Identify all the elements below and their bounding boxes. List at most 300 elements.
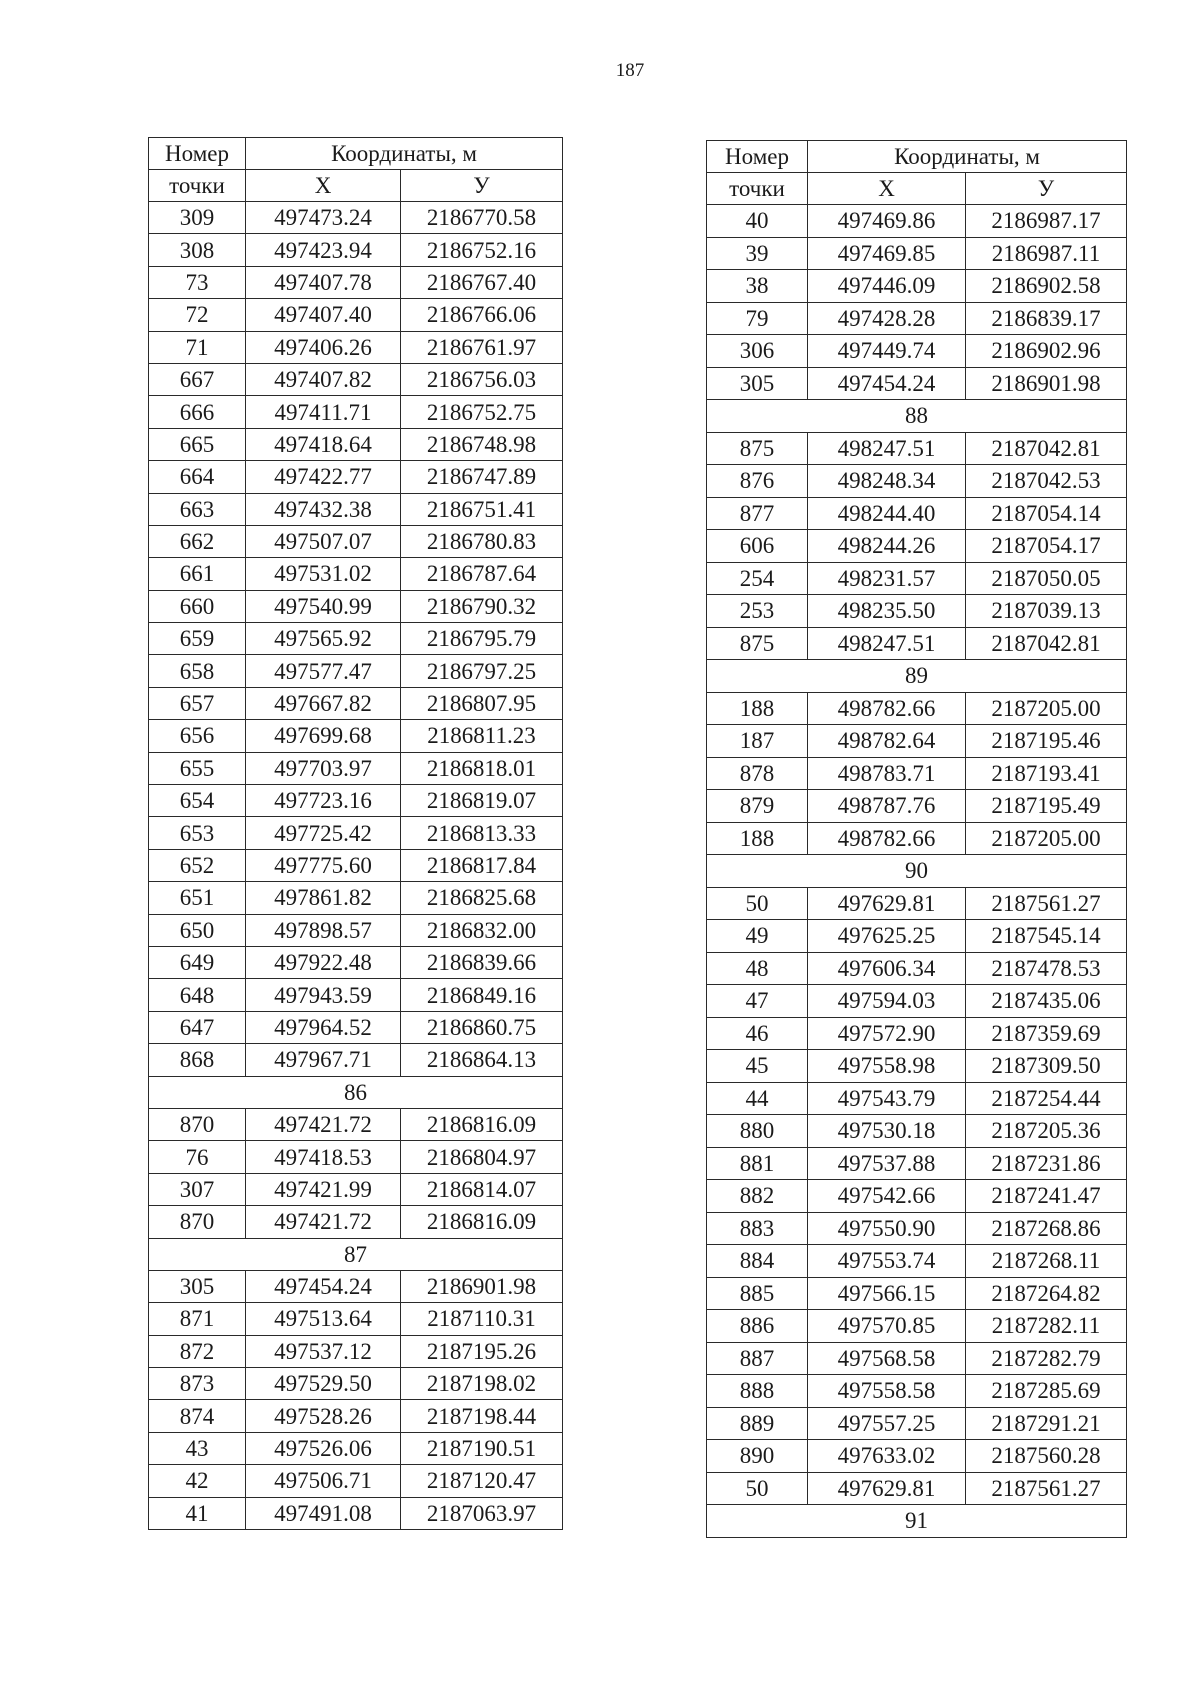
x-coordinate-cell: 497407.82 [246,363,401,395]
x-coordinate-cell: 497898.57 [246,914,401,946]
y-coordinate-cell: 2186839.17 [966,302,1127,335]
y-coordinate-cell: 2186818.01 [401,752,563,784]
x-coordinate-cell: 497428.28 [808,302,966,335]
x-coordinate-cell: 497469.86 [808,205,966,238]
point-number-cell: 48 [707,952,808,985]
y-coordinate-cell: 2186770.58 [401,202,563,234]
y-coordinate-cell: 2187205.00 [966,692,1127,725]
y-coordinate-cell: 2187268.86 [966,1212,1127,1245]
x-coordinate-cell: 497407.78 [246,266,401,298]
y-coordinate-cell: 2187285.69 [966,1375,1127,1408]
x-coordinate-cell: 497550.90 [808,1212,966,1245]
y-coordinate-cell: 2187042.53 [966,465,1127,498]
point-number-cell: 43 [149,1432,246,1464]
x-coordinate-cell: 497421.72 [246,1108,401,1140]
x-coordinate-cell: 497454.24 [246,1270,401,1302]
y-coordinate-cell: 2186813.33 [401,817,563,849]
y-coordinate-cell: 2186804.97 [401,1141,563,1173]
y-coordinate-cell: 2187042.81 [966,432,1127,465]
point-number-cell: 50 [707,1472,808,1505]
y-coordinate-cell: 2186807.95 [401,687,563,719]
point-number-cell: 888 [707,1375,808,1408]
y-coordinate-cell: 2186795.79 [401,623,563,655]
x-coordinate-cell: 497667.82 [246,687,401,719]
point-number-cell: 875 [707,432,808,465]
table-row [149,525,563,557]
table-row [149,849,563,881]
y-coordinate-cell: 2186766.06 [401,299,563,331]
point-number-cell: 868 [149,1044,246,1076]
point-number-cell: 40 [707,205,808,238]
table-row [149,493,563,525]
y-coordinate-cell: 2186756.03 [401,363,563,395]
y-coordinate-cell: 2186987.17 [966,205,1127,238]
x-coordinate-cell: 498235.50 [808,595,966,628]
point-number-cell: 309 [149,202,246,234]
point-number-cell: 666 [149,396,246,428]
table-row [149,331,563,363]
y-coordinate-cell: 2186839.66 [401,946,563,978]
y-coordinate-cell: 2186816.09 [401,1108,563,1140]
table-row [707,985,1127,1018]
table-row [149,882,563,914]
table-row [707,692,1127,725]
group-row [707,400,1127,433]
x-coordinate-cell: 497570.85 [808,1310,966,1343]
table-row [707,952,1127,985]
y-coordinate-cell: 2187561.27 [966,887,1127,920]
x-coordinate-cell: 497529.50 [246,1368,401,1400]
table-row [149,720,563,752]
table-row [707,725,1127,758]
point-number-cell: 656 [149,720,246,752]
group-number: 89 [707,660,1127,693]
x-coordinate-cell: 497723.16 [246,785,401,817]
y-coordinate-cell: 2187050.05 [966,562,1127,595]
table-row [707,432,1127,465]
table-row [707,1440,1127,1473]
x-coordinate-cell: 497421.72 [246,1206,401,1238]
table-row [707,367,1127,400]
y-coordinate-cell: 2187254.44 [966,1082,1127,1115]
x-coordinate-cell: 497491.08 [246,1497,401,1529]
table-row [707,1407,1127,1440]
y-coordinate-cell: 2186787.64 [401,558,563,590]
point-number-cell: 46 [707,1017,808,1050]
x-coordinate-cell: 497537.88 [808,1147,966,1180]
point-number-cell: 79 [707,302,808,335]
table-row [149,299,563,331]
table-row [149,461,563,493]
y-coordinate-cell: 2187110.31 [401,1303,563,1335]
x-coordinate-cell: 497577.47 [246,655,401,687]
table-row [149,363,563,395]
y-coordinate-cell: 2187282.79 [966,1342,1127,1375]
y-coordinate-cell: 2186752.16 [401,234,563,266]
x-coordinate-cell: 497526.06 [246,1432,401,1464]
table-row [149,914,563,946]
table-row [149,1303,563,1335]
y-coordinate-cell: 2186819.07 [401,785,563,817]
y-coordinate-cell: 2186901.98 [401,1270,563,1302]
x-header: X [808,173,966,205]
x-coordinate-cell: 497513.64 [246,1303,401,1335]
y-coordinate-cell: 2187054.14 [966,497,1127,530]
table-row [149,558,563,590]
y-coordinate-cell: 2187435.06 [966,985,1127,1018]
table-row [707,1017,1127,1050]
y-coordinate-cell: 2186751.41 [401,493,563,525]
y-coordinate-cell: 2187195.46 [966,725,1127,758]
point-number-cell: 878 [707,757,808,790]
point-number-cell: 42 [149,1465,246,1497]
table-row [707,1342,1127,1375]
y-coordinate-cell: 2187039.13 [966,595,1127,628]
y-coordinate-cell: 2186767.40 [401,266,563,298]
point-number-cell: 870 [149,1108,246,1140]
x-coordinate-cell: 497568.58 [808,1342,966,1375]
point-number-cell: 651 [149,882,246,914]
y-coordinate-cell: 2187478.53 [966,952,1127,985]
x-coordinate-cell: 497406.26 [246,331,401,363]
table-row [149,1141,563,1173]
y-coordinate-cell: 2187291.21 [966,1407,1127,1440]
point-number-cell: 188 [707,822,808,855]
group-row [707,1505,1127,1538]
table-row [707,1310,1127,1343]
table-row [149,1011,563,1043]
group-row [707,855,1127,888]
y-coordinate-cell: 2187561.27 [966,1472,1127,1505]
x-coordinate-cell: 498244.40 [808,497,966,530]
table-row [707,595,1127,628]
y-coordinate-cell: 2187264.82 [966,1277,1127,1310]
x-coordinate-cell: 497469.85 [808,237,966,270]
table-row [707,302,1127,335]
point-number-cell: 45 [707,1050,808,1083]
x-coordinate-cell: 497594.03 [808,985,966,1018]
y-coordinate-cell: 2187560.28 [966,1440,1127,1473]
table-row [149,202,563,234]
x-coordinate-cell: 497506.71 [246,1465,401,1497]
table-row [707,822,1127,855]
table-row [149,785,563,817]
point-number-cell: 662 [149,525,246,557]
point-number-cell: 188 [707,692,808,725]
coordinates-header: Координаты, м [808,141,1127,173]
y-coordinate-cell: 2187231.86 [966,1147,1127,1180]
point-number-cell: 187 [707,725,808,758]
table-header-row [149,170,563,202]
point-number-cell: 50 [707,887,808,920]
point-number-cell: 661 [149,558,246,590]
point-number-cell: 883 [707,1212,808,1245]
y-coordinate-cell: 2186780.83 [401,525,563,557]
point-number-cell: 881 [707,1147,808,1180]
point-number-cell: 648 [149,979,246,1011]
x-coordinate-cell: 497553.74 [808,1245,966,1278]
point-number-cell: 886 [707,1310,808,1343]
table-row [149,1335,563,1367]
table-row [149,234,563,266]
y-coordinate-cell: 2187198.44 [401,1400,563,1432]
y-coordinate-cell: 2186747.89 [401,461,563,493]
point-number-header: точки [149,170,246,202]
point-number-cell: 882 [707,1180,808,1213]
y-coordinate-cell: 2187359.69 [966,1017,1127,1050]
point-number-cell: 71 [149,331,246,363]
table-row [149,1108,563,1140]
y-coordinate-cell: 2186816.09 [401,1206,563,1238]
y-coordinate-cell: 2187063.97 [401,1497,563,1529]
x-coordinate-cell: 497537.12 [246,1335,401,1367]
y-coordinate-cell: 2186832.00 [401,914,563,946]
y-coordinate-cell: 2187545.14 [966,920,1127,953]
point-number-cell: 306 [707,335,808,368]
point-number-cell: 305 [707,367,808,400]
point-number-cell: 44 [707,1082,808,1115]
point-number-cell: 663 [149,493,246,525]
table-row [707,1375,1127,1408]
point-number-cell: 653 [149,817,246,849]
point-number-cell: 305 [149,1270,246,1302]
point-number-cell: 875 [707,627,808,660]
table-row [707,627,1127,660]
x-coordinate-cell: 497418.64 [246,428,401,460]
group-number: 91 [707,1505,1127,1538]
point-number-cell: 655 [149,752,246,784]
point-number-cell: 307 [149,1173,246,1205]
table-row [707,1082,1127,1115]
x-coordinate-cell: 497943.59 [246,979,401,1011]
x-coordinate-cell: 498787.76 [808,790,966,823]
x-coordinate-cell: 497543.79 [808,1082,966,1115]
point-number-cell: 652 [149,849,246,881]
point-number-cell: 667 [149,363,246,395]
coordinates-table-left [148,137,563,1530]
x-coordinate-cell: 497625.25 [808,920,966,953]
table-row [707,1050,1127,1083]
x-coordinate-cell: 497703.97 [246,752,401,784]
x-coordinate-cell: 497473.24 [246,202,401,234]
y-coordinate-cell: 2186748.98 [401,428,563,460]
table-row [707,1180,1127,1213]
table-row [707,465,1127,498]
y-coordinate-cell: 2186901.98 [966,367,1127,400]
x-coordinate-cell: 497967.71 [246,1044,401,1076]
x-coordinate-cell: 497407.40 [246,299,401,331]
x-coordinate-cell: 497540.99 [246,590,401,622]
x-coordinate-cell: 497411.71 [246,396,401,428]
x-coordinate-cell: 497558.98 [808,1050,966,1083]
y-coordinate-cell: 2187120.47 [401,1465,563,1497]
point-number-cell: 47 [707,985,808,1018]
y-header: У [401,170,563,202]
y-coordinate-cell: 2187042.81 [966,627,1127,660]
x-coordinate-cell: 497531.02 [246,558,401,590]
point-number-cell: 41 [149,1497,246,1529]
x-coordinate-cell: 498782.66 [808,692,966,725]
group-number: 90 [707,855,1127,888]
point-number-cell: 72 [149,299,246,331]
y-coordinate-cell: 2186860.75 [401,1011,563,1043]
y-coordinate-cell: 2187198.02 [401,1368,563,1400]
x-coordinate-cell: 497633.02 [808,1440,966,1473]
y-coordinate-cell: 2186817.84 [401,849,563,881]
y-coordinate-cell: 2187205.36 [966,1115,1127,1148]
x-header: X [246,170,401,202]
x-coordinate-cell: 497606.34 [808,952,966,985]
point-number-cell: 873 [149,1368,246,1400]
point-number-cell: 879 [707,790,808,823]
table-row [149,1497,563,1529]
table-row [149,687,563,719]
y-coordinate-cell: 2186825.68 [401,882,563,914]
y-coordinate-cell: 2187282.11 [966,1310,1127,1343]
table-row [149,623,563,655]
table-row [149,1400,563,1432]
table-row [707,920,1127,953]
point-number-cell: 885 [707,1277,808,1310]
point-number-cell: 649 [149,946,246,978]
x-coordinate-cell: 498783.71 [808,757,966,790]
x-coordinate-cell: 497566.15 [808,1277,966,1310]
y-coordinate-cell: 2186902.58 [966,270,1127,303]
y-coordinate-cell: 2187195.26 [401,1335,563,1367]
x-coordinate-cell: 497542.66 [808,1180,966,1213]
y-coordinate-cell: 2186864.13 [401,1044,563,1076]
table-row [707,530,1127,563]
table-row [707,1147,1127,1180]
x-coordinate-cell: 497530.18 [808,1115,966,1148]
x-coordinate-cell: 497725.42 [246,817,401,849]
table-row [149,655,563,687]
y-header: У [966,173,1127,205]
x-coordinate-cell: 497629.81 [808,1472,966,1505]
y-coordinate-cell: 2186790.32 [401,590,563,622]
y-coordinate-cell: 2187268.11 [966,1245,1127,1278]
group-number: 88 [707,400,1127,433]
point-number-cell: 876 [707,465,808,498]
table-row [707,1277,1127,1310]
point-number-cell: 308 [149,234,246,266]
x-coordinate-cell: 497922.48 [246,946,401,978]
point-number-cell: 664 [149,461,246,493]
table-row [149,946,563,978]
page-number: 187 [615,60,645,81]
point-number-cell: 871 [149,1303,246,1335]
point-number-cell: 654 [149,785,246,817]
group-number: 86 [149,1076,563,1108]
x-coordinate-cell: 497446.09 [808,270,966,303]
table-row [707,335,1127,368]
y-coordinate-cell: 2186987.11 [966,237,1127,270]
x-coordinate-cell: 497418.53 [246,1141,401,1173]
y-coordinate-cell: 2186761.97 [401,331,563,363]
x-coordinate-cell: 497964.52 [246,1011,401,1043]
y-coordinate-cell: 2187241.47 [966,1180,1127,1213]
x-coordinate-cell: 497861.82 [246,882,401,914]
coordinates-header: Координаты, м [246,138,563,170]
x-coordinate-cell: 497423.94 [246,234,401,266]
table-row [149,1206,563,1238]
x-coordinate-cell: 497528.26 [246,1400,401,1432]
x-coordinate-cell: 498782.64 [808,725,966,758]
point-number-cell: 73 [149,266,246,298]
x-coordinate-cell: 497558.58 [808,1375,966,1408]
x-coordinate-cell: 498782.66 [808,822,966,855]
table-row [707,497,1127,530]
point-number-cell: 877 [707,497,808,530]
table-row [149,590,563,622]
point-number-header: точки [707,173,808,205]
x-coordinate-cell: 497507.07 [246,525,401,557]
y-coordinate-cell: 2187190.51 [401,1432,563,1464]
point-number-header: Номер [707,141,808,173]
table-row [149,396,563,428]
point-number-cell: 650 [149,914,246,946]
coordinates-table-right [706,140,1127,1538]
point-number-header: Номер [149,138,246,170]
y-coordinate-cell: 2187054.17 [966,530,1127,563]
point-number-cell: 884 [707,1245,808,1278]
table-row [707,1245,1127,1278]
x-coordinate-cell: 497421.99 [246,1173,401,1205]
point-number-cell: 880 [707,1115,808,1148]
point-number-cell: 870 [149,1206,246,1238]
group-row [149,1076,563,1108]
point-number-cell: 253 [707,595,808,628]
point-number-cell: 872 [149,1335,246,1367]
table-row [149,752,563,784]
y-coordinate-cell: 2186797.25 [401,655,563,687]
table-row [707,1472,1127,1505]
table-row [149,266,563,298]
table-row [149,817,563,849]
x-coordinate-cell: 497557.25 [808,1407,966,1440]
table-row [707,1115,1127,1148]
x-coordinate-cell: 498247.51 [808,627,966,660]
table-row [707,887,1127,920]
table-row [149,1432,563,1464]
table-row [707,237,1127,270]
x-coordinate-cell: 497432.38 [246,493,401,525]
point-number-cell: 254 [707,562,808,595]
point-number-cell: 38 [707,270,808,303]
table-row [149,979,563,1011]
point-number-cell: 889 [707,1407,808,1440]
table-header-row [149,138,563,170]
y-coordinate-cell: 2187193.41 [966,757,1127,790]
x-coordinate-cell: 497422.77 [246,461,401,493]
y-coordinate-cell: 2187309.50 [966,1050,1127,1083]
x-coordinate-cell: 498231.57 [808,562,966,595]
point-number-cell: 665 [149,428,246,460]
x-coordinate-cell: 498247.51 [808,432,966,465]
y-coordinate-cell: 2186849.16 [401,979,563,1011]
table-row [707,757,1127,790]
y-coordinate-cell: 2186814.07 [401,1173,563,1205]
x-coordinate-cell: 497629.81 [808,887,966,920]
x-coordinate-cell: 497454.24 [808,367,966,400]
group-row [707,660,1127,693]
x-coordinate-cell: 497775.60 [246,849,401,881]
x-coordinate-cell: 498244.26 [808,530,966,563]
table-header-row [707,173,1127,205]
y-coordinate-cell: 2186811.23 [401,720,563,752]
table-row [707,205,1127,238]
table-row [707,790,1127,823]
